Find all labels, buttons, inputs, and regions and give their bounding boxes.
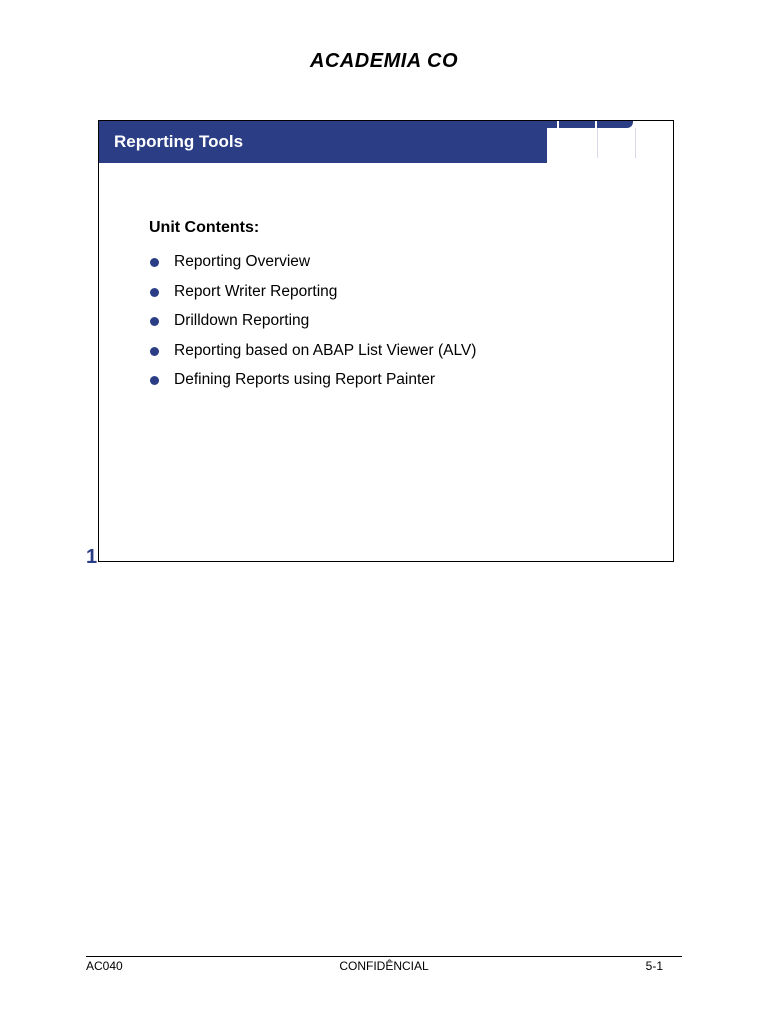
- document-header-title: ACADEMIA CO: [309, 50, 459, 72]
- unit-contents-list: [149, 253, 476, 401]
- list-item: [149, 371, 476, 401]
- list-item-label: Reporting based on ABAP List Viewer (ALV): [174, 341, 477, 359]
- title-bar-accent-line: [635, 128, 636, 158]
- list-item: [149, 312, 476, 342]
- bullet-icon: [150, 376, 159, 385]
- list-item: [149, 342, 476, 372]
- list-item-label: Defining Reports using Report Painter: [174, 371, 436, 388]
- list-item-label: Report Writer Reporting: [174, 282, 338, 300]
- title-bar-accent: [547, 121, 557, 128]
- slide-title: Reporting Tools: [114, 132, 244, 151]
- list-item: [149, 283, 476, 313]
- list-item: [149, 253, 476, 283]
- title-bar-accent-line: [597, 128, 598, 158]
- footer-confidentiality: CONFIDÊNCIAL: [339, 959, 429, 973]
- title-bar-accent: [559, 121, 595, 128]
- bullet-icon: [150, 347, 159, 356]
- footer-divider: [86, 956, 682, 957]
- bullet-icon: [150, 258, 159, 267]
- slide-title-bar: [99, 121, 547, 163]
- slide-frame: [98, 120, 674, 562]
- footer-page-number: 5-1: [645, 959, 663, 973]
- slide-number: 1: [86, 546, 98, 568]
- title-bar-accent: [597, 121, 633, 128]
- unit-contents-heading: Unit Contents:: [149, 219, 260, 236]
- list-item-label: Reporting Overview: [174, 253, 311, 270]
- footer-course-code: AC040: [86, 959, 123, 973]
- list-item-label: Drilldown Reporting: [174, 312, 310, 329]
- bullet-icon: [150, 288, 159, 297]
- bullet-icon: [150, 317, 159, 326]
